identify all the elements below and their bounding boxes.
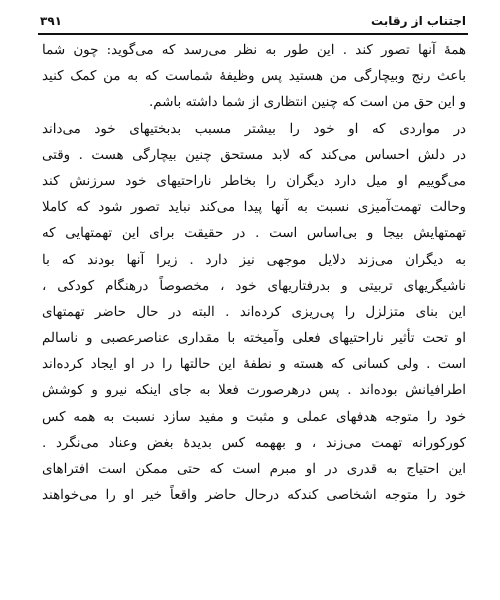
- page-header: [40, 10, 466, 32]
- running-title: اجتناب از رقابت: [371, 14, 466, 28]
- text-line: ناشیگریهای تربیتی و بدرفتاریهای خود ، مخصوصاً درهنگام کودکی ،: [42, 278, 466, 294]
- text-line: خود را متوجه اشخاصی کندکه درحال حاضر واقعاً خیر او را می‌خواهند: [42, 488, 466, 504]
- text-line: این احتیاج به قدری در او مبرم است که حتی ممکن است افتراهای: [42, 462, 466, 477]
- text-line: این بنای متزلزل را پی‌ریزی کرده‌اند . البته در حال حاضر تهمتهای: [42, 304, 466, 320]
- text-line: تهمتهایش بیجا و بی‌اساس است . در حقیقت برای این تهمتهایی که: [42, 226, 466, 242]
- text-line: به دیگران می‌زند دلایل موجهی نیز دارد . زیرا آنها بودند که با: [42, 252, 466, 268]
- body-text: [42, 38, 466, 509]
- text-line: در مواردی که او خود را بیشتر مسبب بدبختیهای خود می‌داند: [42, 121, 466, 137]
- text-line: او تحت تأثیر ناراحتیهای فعلی وآمیخته با مقداری عناصرعصبی و ناسالم: [42, 331, 466, 347]
- text-line: اطرافیانش بوده‌اند . پس درهرصورت فعلا به جای اینکه نیرو و کوشش: [42, 383, 466, 399]
- text-line: همهٔ آنها تصور کند . این طور به نظر می‌رسد که می‌گوید: چون شما: [42, 43, 466, 58]
- text-line: باعث رنج وبیچارگی من هستید پس وظیفهٔ شماست که به من کمک کنید: [42, 69, 466, 85]
- text-line: وحالت تهمت‌آمیزی نسبت به آنها پیدا می‌کند نباید تصور شود که کاملا: [42, 200, 466, 216]
- text-line: و این حق من است که چنین انتظاری از شما داشته باشم.: [149, 95, 466, 111]
- text-line: در دلش احساس می‌کند که لابد مستحق چنین بیچارگی هست . وقتی: [42, 147, 466, 163]
- page-number: ۳۹۱: [40, 14, 62, 28]
- header-rule: [38, 33, 468, 35]
- text-line: می‌گوییم او میل دارد دیگران را بخاطر ناراحتیهای خود سرزنش کند: [42, 173, 466, 189]
- text-line: است . ولی کسانی که هسته و نطفهٔ این حالتها را در او ایجاد کرده‌اند: [42, 357, 466, 373]
- text-line: خود را متوجه هدفهای عملی و مثبت و مفید سازد نسبت به همه کس: [42, 409, 466, 425]
- text-line: کورکورانه تهمت می‌زند ، و بههمه کس بدیدهٔ بغض وعناد می‌نگرد .: [42, 435, 466, 451]
